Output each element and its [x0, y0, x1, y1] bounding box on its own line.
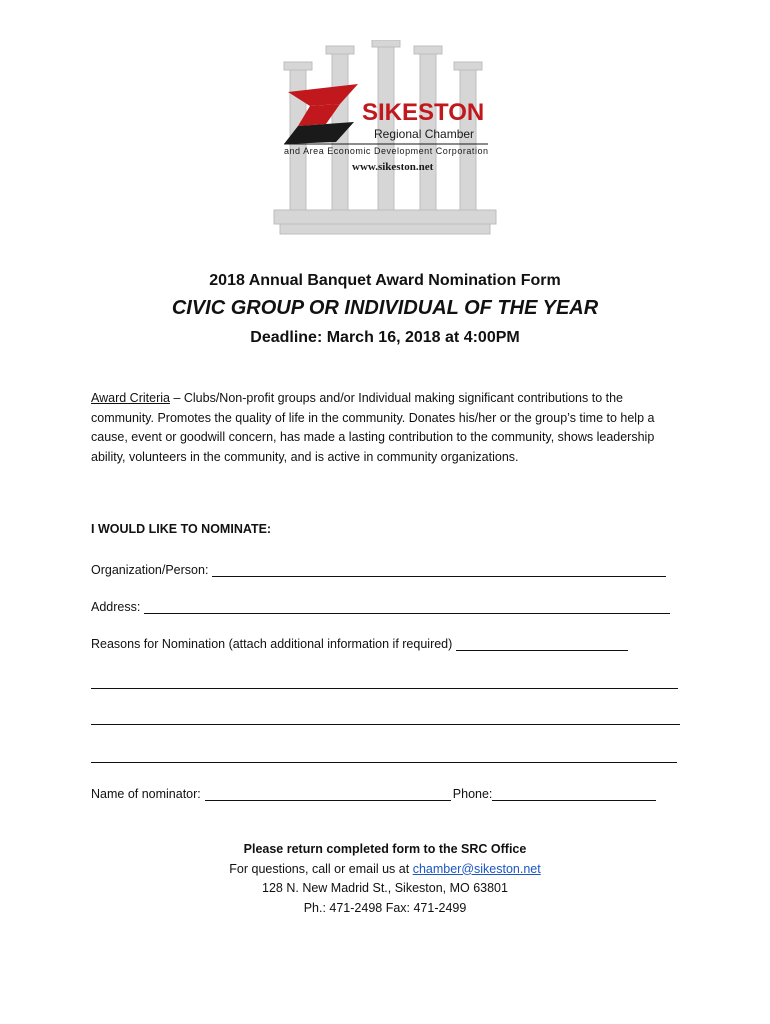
organization-label: Organization/Person: — [91, 563, 209, 577]
reasons-line-2[interactable] — [91, 724, 680, 725]
nominator-field[interactable] — [205, 786, 451, 801]
award-criteria — [91, 389, 681, 467]
reasons-field[interactable] — [456, 636, 628, 651]
questions-text: For questions, call or email us at — [229, 861, 413, 876]
sikeston-logo — [270, 40, 500, 240]
sikeston-logo-graphic — [270, 40, 500, 240]
award-criteria-label: Award Criteria — [91, 391, 170, 405]
reasons-line-1[interactable] — [91, 688, 678, 689]
award-criteria-text: – Clubs/Non-profit groups and/or Individual making significant contributions to the community. Promotes the quality of life in the community. Donates his/her or the group’s time to help a cause, event or goodwill concern, has made a lasting contribution to the community, shows leadership ability, volunteers in the community, and is active in community organizations. — [91, 391, 655, 464]
footer — [0, 840, 770, 918]
office-address: 128 N. New Madrid St., Sikeston, MO 63801 — [262, 881, 508, 895]
address-row — [91, 599, 670, 614]
phone-field[interactable] — [492, 786, 656, 801]
logo-line1: Regional Chamber — [374, 127, 475, 141]
nominator-label: Name of nominator: — [91, 787, 201, 801]
reasons-label: Reasons for Nomination (attach additional information if required) — [91, 637, 453, 651]
deadline: Deadline: March 16, 2018 at 4:00PM — [250, 329, 520, 346]
organization-field[interactable] — [212, 562, 666, 577]
questions-line — [0, 860, 770, 880]
form-title: 2018 Annual Banquet Award Nomination Form — [209, 272, 561, 289]
reasons-row — [91, 636, 628, 651]
logo-url: www.sikeston.net — [352, 161, 434, 173]
address-field[interactable] — [144, 599, 670, 614]
organization-row — [91, 562, 666, 577]
reasons-line-3[interactable] — [91, 762, 677, 763]
phone-label: Phone: — [452, 787, 493, 801]
logo-name: SIKESTON — [362, 99, 485, 126]
address-label: Address: — [91, 600, 141, 614]
logo-line2: and Area Economic Development Corporation — [284, 146, 488, 156]
award-title: CIVIC GROUP OR INDIVIDUAL OF THE YEAR — [171, 297, 599, 319]
return-instructions: Please return completed form to the SRC Office — [243, 842, 527, 856]
phone-fax: Ph.: 471-2498 Fax: 471-2499 — [303, 900, 467, 915]
email-link[interactable]: chamber@sikeston.net — [412, 861, 541, 876]
nominate-heading: I WOULD LIKE TO NOMINATE: — [91, 522, 272, 536]
nominator-row — [91, 786, 656, 801]
